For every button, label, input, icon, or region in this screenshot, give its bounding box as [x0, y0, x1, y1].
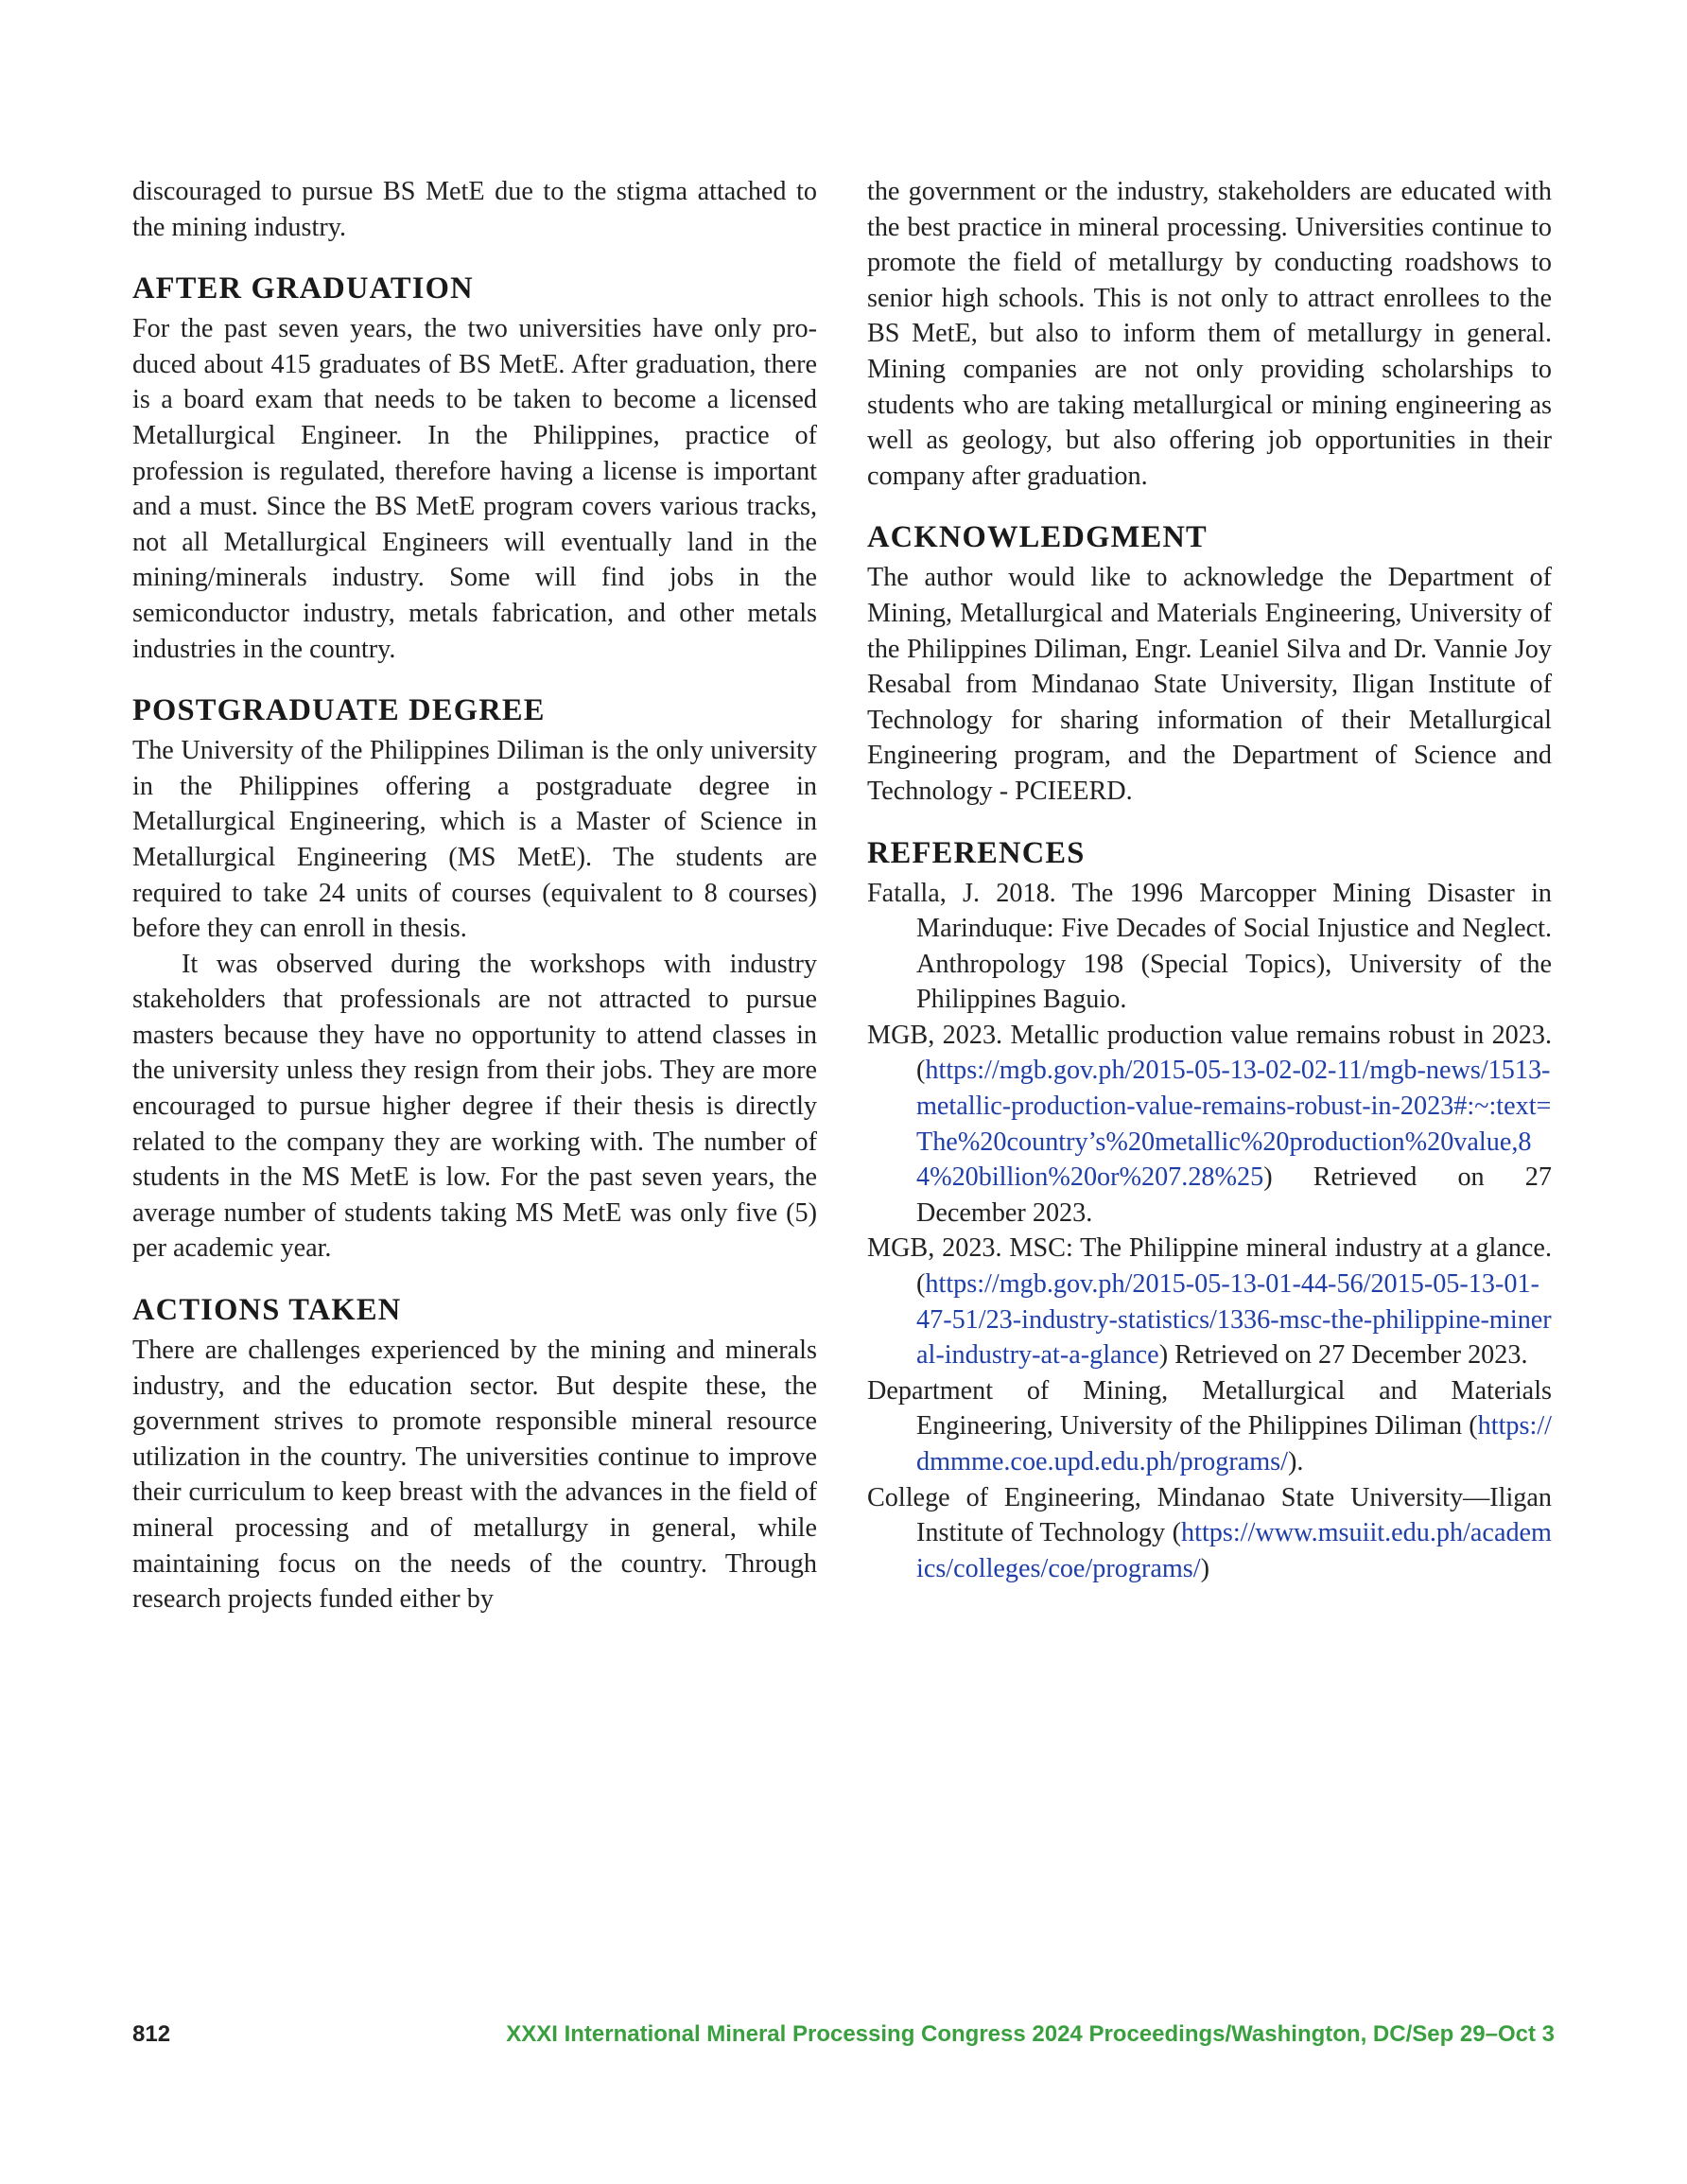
reference-text: MGB, 2023. Metallic production value remains robust in 2023. (: [867, 1020, 1552, 1086]
after-graduation-paragraph: For the past seven years, the two universities have only produced about 415 graduates of BS MetE. After graduation, there is a board exam that needs to be taken to become a licensed Metallurgical Engineer. In the Philippines, practice of profession is regulated, therefore having a license is important and a must. Since the BS MetE program covers various tracks, not all Metallurgical Engineers will eventually land in the mining/minerals industry. Some will find jobs in the semiconductor industry, metals fabrication, and other metals industries in the country.: [132, 314, 817, 664]
reference-suffix: ) Retrieved on 27 December 2023.: [916, 1162, 1552, 1228]
left-column: [132, 174, 817, 1617]
reference-link[interactable]: https://mgb.gov.ph/2015-05-13-02-02-11/mgb-news/1513-metallic-production-value-remains-robust-in-2023#:~:text=The%20country’s%20metallic%20production%20value,84%20billion%20or%207.28%25: [916, 1056, 1552, 1193]
reference-link[interactable]: https://mgb.gov.ph/2015-05-13-01-44-56/2015-05-13-01-47-51/23-industry-statistics/1336-msc-the-philippine-mineral-industry-at-a-glance: [916, 1269, 1552, 1371]
reference-item: [867, 1373, 1552, 1480]
reference-item: [867, 1480, 1552, 1587]
reference-text: Fatalla, J. 2018. The 1996 Marcopper Mining Disaster in Marinduque: Five Decades of Social Injustice and Neglect. Anthropology 198 (Special Topics), University of the Philippines Baguio.: [867, 878, 1552, 1015]
intro-paragraph: discouraged to pursue BS MetE due to the stigma attached to the mining industry.: [132, 177, 817, 242]
reference-link[interactable]: https://dmmme.coe.upd.edu.ph/programs/: [916, 1411, 1552, 1476]
reference-item: [867, 876, 1552, 1018]
postgraduate-paragraph-2: It was observed during the workshops with industry stakeholders that professionals are not attracted to pursue masters because they have no opportunity to attend classes in the university unless they resign from their jobs. They are more encouraged to pursue higher degree if their thesis is directly related to the company they are working with. The number of students in the MS MetE is low. For the past seven years, the average number of students taking MS MetE was only five (5) per academic year.: [132, 949, 817, 1264]
section-heading-after-graduation: AFTER GRADUATION: [132, 271, 474, 306]
right-column: [867, 174, 1552, 1586]
section-heading-acknowledgment: ACKNOWLEDGMENT: [867, 520, 1208, 555]
reference-text: MGB, 2023. MSC: The Philippine mineral industry at a glance. (: [867, 1233, 1552, 1300]
reference-list: [867, 876, 1552, 1587]
section-heading-actions-taken: ACTIONS TAKEN: [132, 1293, 402, 1328]
reference-suffix: ) Retrieved on 27 December 2023.: [1158, 1340, 1528, 1371]
section-heading-references: REFERENCES: [867, 835, 1086, 870]
conference-title: XXXI International Mineral Processing Congress 2024 Proceedings/Washington, DC/Sep 29–Oct 3: [506, 2021, 1555, 2047]
continuation-paragraph: the government or the industry, stakeholders are educated with the best practice in mineral processing. Universities continue to promote the field of metallurgy by conducting roadshows to senior high schools. This is not only to attract enrollees to the BS MetE, but also to inform them of metallurgy in general. Mining companies are not only providing scholarships to students who are taking metallurgical or mining engineering as well as geology, but also offering job opportunities in their company after graduation.: [867, 177, 1552, 491]
reference-suffix: ): [1200, 1553, 1209, 1583]
reference-suffix: ).: [1287, 1447, 1304, 1476]
postgraduate-paragraph-1: The University of the Philippines Diliman is the only university in the Philippines offering a postgraduate degree in Metallurgical Engineering, which is a Master of Science in Metallurgical Engineering (MS MetE). The students are required to take 24 units of courses (equivalent to 8 courses) before they can enroll in thesis.: [132, 736, 817, 944]
reference-item: [867, 1231, 1552, 1372]
acknowledgment-paragraph: The author would like to acknowledge the Department of Mining, Metallurgical and Materials Engineering, University of the Philippines Diliman, Engr. Leaniel Silva and Dr. Vannie Joy Resabal from Mindanao State University, Iligan Institute of Technology for sharing information of their Metallurgical Engineering program, and the Department of Science and Technology - PCIEERD.: [867, 563, 1552, 806]
reference-text: Department of Mining, Metallurgical and Materials Engineering, University of the Philippines Diliman (: [867, 1375, 1552, 1441]
reference-item: [867, 1018, 1552, 1232]
actions-taken-paragraph: There are challenges experienced by the mining and minerals industry, and the education sector. But despite these, the government strives to promote responsible mineral resource utilization in the country. The universities continue to improve their curriculum to keep breast with the advances in the field of mineral processing and of metallurgy in general, while maintaining focus on the needs of the country. Through research projects funded either by: [132, 1336, 817, 1615]
reference-text: College of Engineering, Mindanao State University—Iligan Institute of Technology (: [867, 1482, 1552, 1548]
section-heading-postgraduate-degree: POSTGRADUATE DEGREE: [132, 693, 546, 728]
page-number: 812: [132, 2021, 171, 2047]
reference-link[interactable]: https://www.msuiit.edu.ph/academics/colleges/coe/programs/: [916, 1518, 1552, 1583]
